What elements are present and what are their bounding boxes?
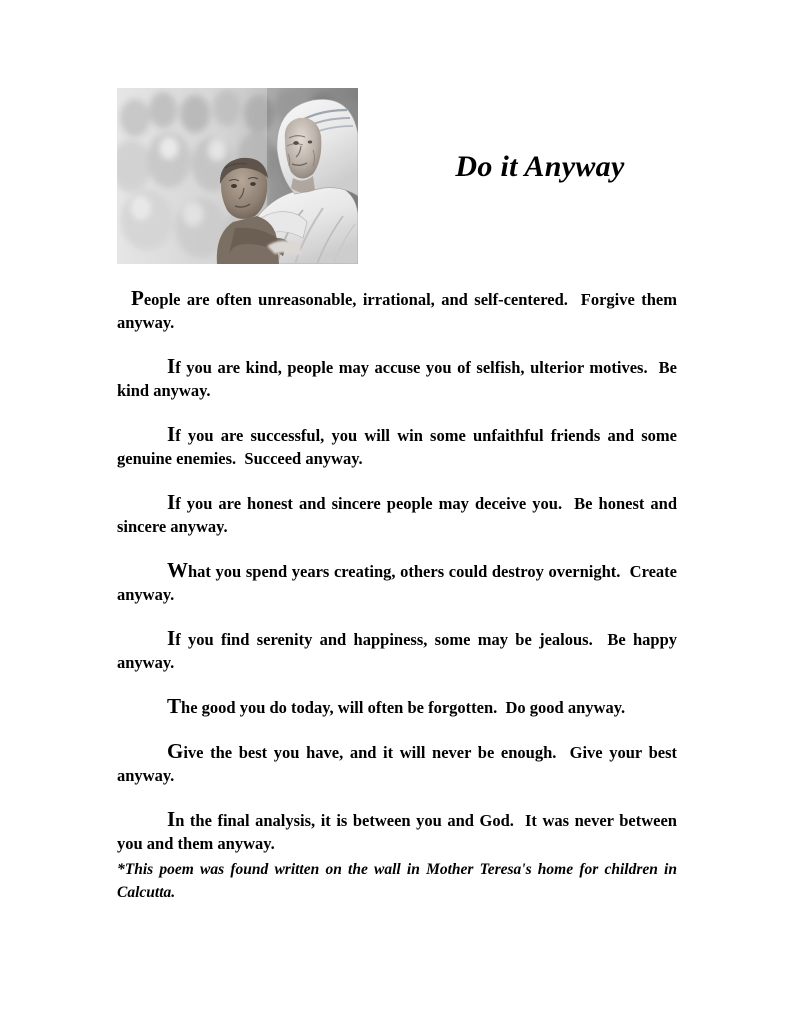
verse-paragraph — [117, 490, 682, 538]
verse-paragraph — [117, 626, 682, 674]
verse-paragraph — [117, 286, 682, 334]
page-title: Do it Anyway — [455, 150, 625, 183]
verse-initial-capital: I — [167, 626, 176, 650]
verse-text: hat you spend years creating, others could destroy overnight. Create anyway. — [117, 562, 682, 604]
verse-initial-capital: I — [167, 490, 176, 514]
source-footnote: *This poem was found written on the wall in Mother Teresa's home for children in Calcutta. — [117, 861, 677, 901]
verse-initial-capital: I — [167, 354, 176, 378]
verse-paragraph — [117, 558, 682, 606]
verse-paragraph — [117, 696, 677, 719]
verse-text: f you are honest and sincere people may deceive you. Be honest and sincere anyway. — [117, 494, 682, 536]
verse-initial-capital: I — [167, 422, 176, 446]
verse-paragraph — [117, 354, 682, 402]
verse-paragraph — [117, 422, 682, 470]
header-row — [117, 88, 676, 264]
poem-body — [117, 286, 682, 855]
verse-initial-capital: I — [167, 807, 176, 831]
verse-paragraph — [117, 739, 682, 787]
verse-initial-capital: G — [167, 739, 184, 763]
verse-text: f you are kind, people may accuse you of selfish, ulterior motives. Be kind anyway. — [117, 358, 682, 400]
mother-teresa-photo — [117, 88, 358, 264]
verse-initial-capital: W — [167, 558, 188, 582]
verse-paragraph — [117, 807, 682, 855]
verse-text: f you are successful, you will win some unfaithful friends and some genuine enemies. Succeed anyway. — [117, 426, 682, 468]
verse-text: he good you do today, will often be forgotten. Do good anyway. — [181, 698, 626, 717]
verse-text: ive the best you have, and it will never be enough. Give your best anyway. — [117, 743, 682, 785]
verse-text: f you find serenity and happiness, some may be jealous. Be happy anyway. — [117, 630, 682, 672]
verse-initial-capital: P — [131, 286, 144, 310]
verse-text: n the final analysis, it is between you and God. It was never between you and them anyway. — [117, 811, 682, 853]
verse-initial-capital: T — [167, 694, 182, 718]
verse-text: eople are often unreasonable, irrational, and self-centered. Forgive them anyway. — [117, 290, 682, 332]
